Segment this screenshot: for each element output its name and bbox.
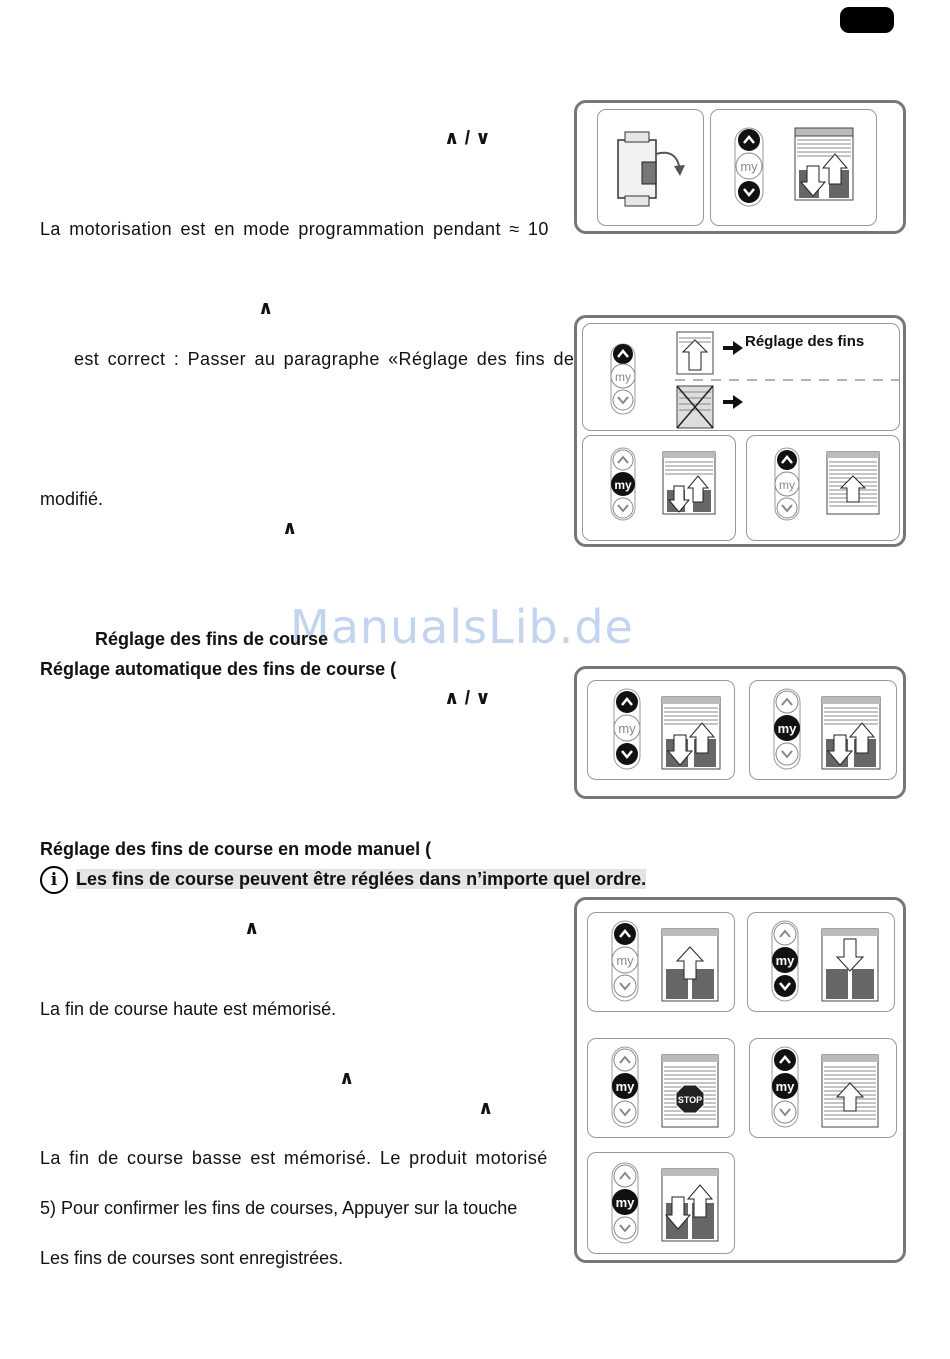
circuit-breaker-icon: [598, 110, 703, 225]
press-down-panel: [747, 912, 895, 1012]
watermark: ManualsLib.de: [290, 600, 634, 654]
up-down-arrows-label: ∧ / ∨: [444, 128, 491, 149]
direction-check-panel: [582, 323, 900, 431]
press-my-confirm-panel: [587, 1152, 735, 1254]
figure-manual-limits: [574, 897, 906, 1263]
shutter-wrong-direction-icon: [677, 386, 713, 428]
page-number-badge: [840, 7, 894, 33]
upper-limit-saved-line: La fin de course haute est mémorisé.: [40, 999, 337, 1019]
figure-auto-limits: [574, 666, 906, 799]
svg-text:STOP: STOP: [677, 1095, 703, 1105]
remote-control-icon: [774, 689, 800, 769]
modifie-line: modifié.: [40, 489, 104, 509]
auto-settings-heading: Réglage automatique des fins de course (: [40, 659, 397, 679]
remote-control-icon: [775, 448, 799, 520]
shutter-up-icon: [822, 1055, 878, 1127]
svg-text:my: my: [775, 1079, 795, 1094]
svg-text:my: my: [779, 478, 795, 492]
shutter-up-icon: [662, 929, 718, 1001]
shutter-up-down-icon: [662, 1169, 718, 1241]
up-arrow-label-3: ∧: [478, 1098, 494, 1119]
remote-control-icon: [772, 921, 798, 1001]
confirm-limits-line: 5) Pour confirmer les fins de courses, Appuyer sur la touche: [40, 1198, 518, 1218]
remote-control-icon: [611, 344, 635, 414]
svg-text:my: my: [615, 1079, 635, 1094]
svg-text:my: my: [616, 953, 634, 968]
correct-direction-line: est correct : Passer au paragraphe «Réglage des fins de: [74, 349, 575, 369]
figure-power-and-remote: [574, 100, 906, 234]
remote-control-icon: [772, 1047, 798, 1127]
lower-limit-saved-line: La fin de course basse est mémorisé. Le produit motorisé: [40, 1148, 548, 1168]
remote-control-icon: [614, 689, 640, 769]
press-my-stop-panel: [587, 1038, 735, 1138]
svg-text:my: my: [614, 478, 632, 492]
up-down-arrows-label: ∧ / ∨: [444, 688, 491, 709]
press-up-panel: [746, 435, 900, 541]
section-heading: Réglage des fins de course: [95, 629, 329, 649]
manual-settings-heading: Réglage des fins de course en mode manuel (: [40, 839, 432, 859]
shutter-up-correct-icon: [677, 332, 713, 374]
remote-control-icon: [735, 128, 763, 206]
programming-mode-line: La motorisation est en mode programmation pendant ≈ 10: [40, 219, 549, 239]
shutter-up-down-icon: [662, 697, 720, 769]
breaker-panel: [597, 109, 704, 226]
svg-text:my: my: [615, 1195, 635, 1210]
shutter-up-down-icon: [795, 128, 853, 200]
arrow-right-icon: [723, 395, 743, 409]
up-arrow-label-2: ∧: [282, 518, 298, 539]
shutter-up-down-icon: [822, 697, 880, 769]
remote-control-icon: [611, 448, 635, 520]
svg-text:my: my: [618, 721, 636, 736]
up-arrow-label: ∧: [258, 298, 274, 319]
callout-label: Réglage des fins: [745, 333, 865, 350]
info-note-text: Les fins de course peuvent être réglées dans n’importe quel ordre.: [76, 868, 647, 889]
arrow-right-icon: [723, 341, 743, 355]
remote-control-icon: [612, 1163, 638, 1243]
svg-text:my: my: [775, 953, 795, 968]
svg-text:my: my: [615, 370, 631, 384]
press-up-down-panel: [587, 680, 735, 780]
press-my-panel: [749, 680, 897, 780]
press-my-panel: [582, 435, 736, 541]
info-note: [40, 866, 646, 894]
remote-control-icon: [612, 1047, 638, 1127]
shutter-down-icon: [822, 929, 878, 1001]
up-arrow-label: ∧: [244, 918, 260, 939]
remote-control-icon: [612, 921, 638, 1001]
shutter-up-icon: [827, 452, 879, 514]
press-up-my-panel: [749, 1038, 897, 1138]
svg-text:my: my: [740, 159, 758, 174]
svg-text:my: my: [777, 721, 797, 736]
press-up-panel: [587, 912, 735, 1012]
shutter-stop-icon: [662, 1055, 718, 1127]
remote-shutter-panel: [710, 109, 877, 226]
figure-direction-check: [574, 315, 906, 547]
shutter-up-down-icon: [663, 452, 715, 514]
limits-saved-line: Les fins de courses sont enregistrées.: [40, 1248, 344, 1268]
info-icon: i: [40, 866, 68, 894]
up-arrow-label-2: ∧: [339, 1068, 355, 1089]
